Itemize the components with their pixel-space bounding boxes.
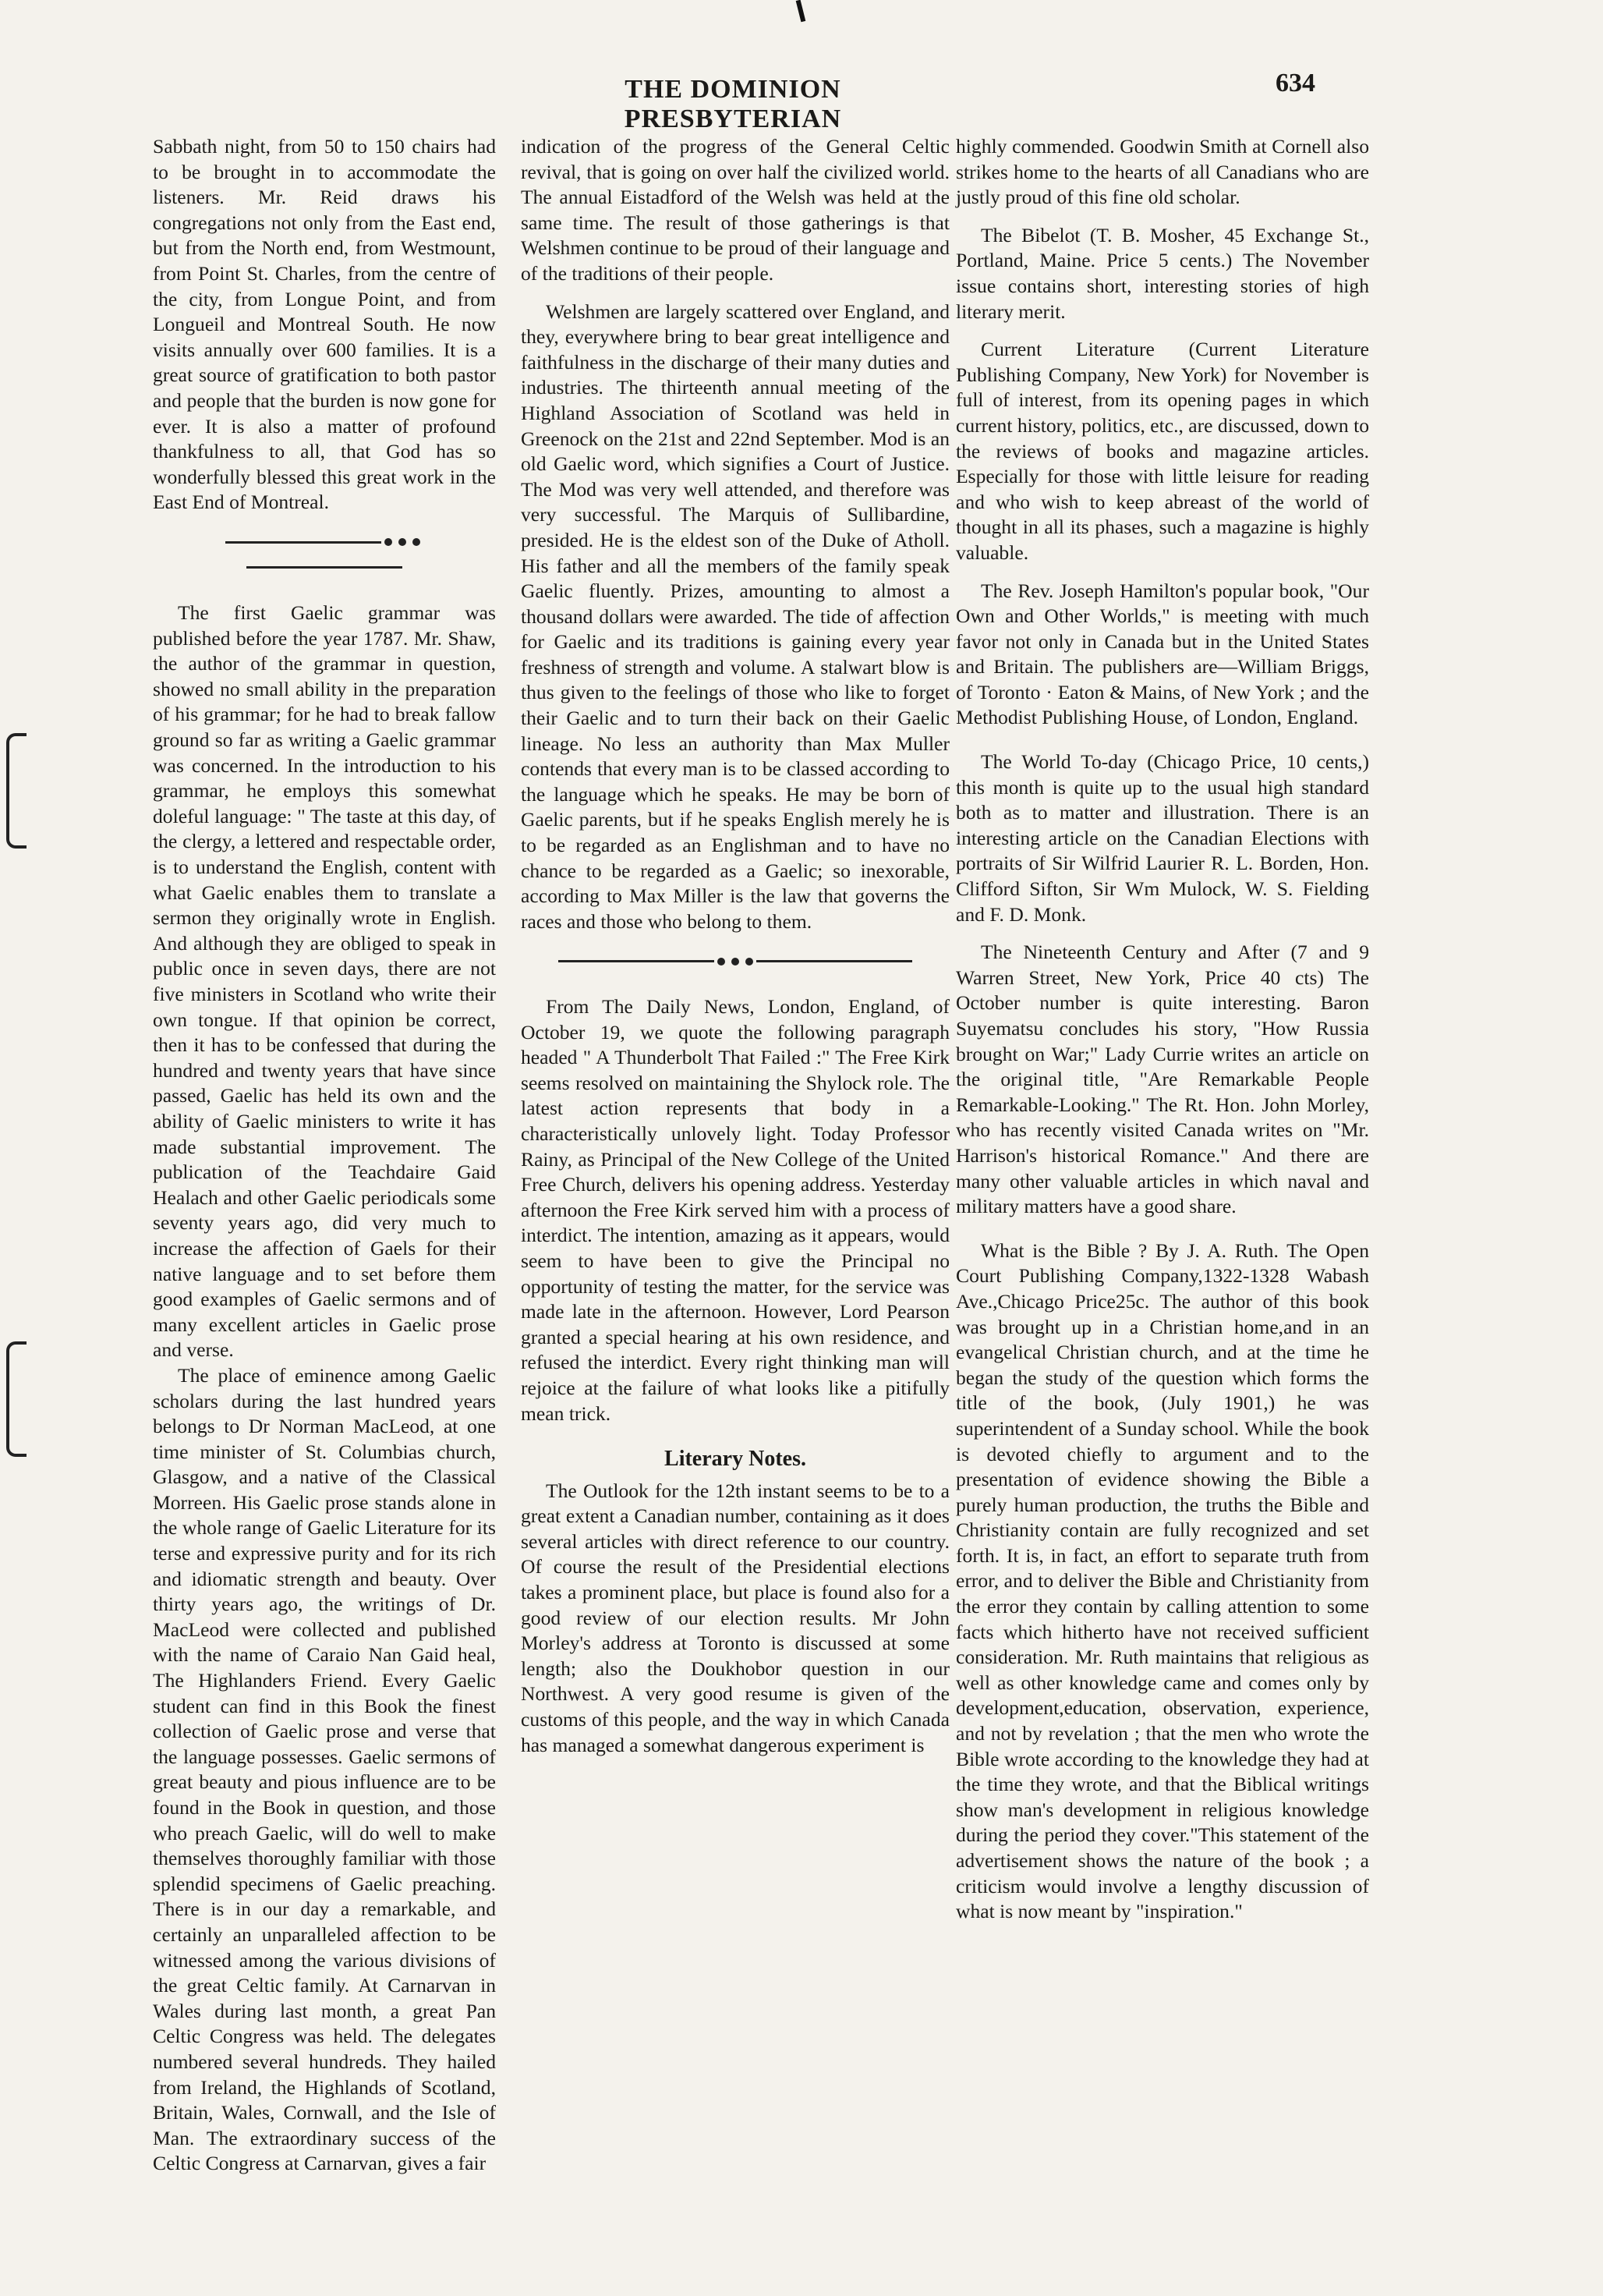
paragraph: The first Gaelic grammar was published before the year 1787. Mr. Shaw, the author of the grammar in question, showed no small ability in the preparation of his grammar; for he had to break fallow ground so far as writing a Gaelic grammar was concerned. In the introduction to his grammar, he employs this somewhat doleful language: " The taste at this day, of the clergy, a lettered and respectable order, is to understand the English, content with what Gaelic enables them to translate a sermon they originally wrote in English. And although they are obliged to speak in public once in seven days, there are not five ministers in Scotland who write their own tongue. If that opinion be correct, then it has to be confessed that during the hundred and twenty years that have since passed, Gaelic has held its own and the ability of Gaelic ministers to write it has made substantial improvement. The publication of the Teachdaire Gaid Healach and other Gaelic periodicals some seventy years ago, did very much to increase the affection of Gaels for their native language and to set before them good examples of Gaelic sermons and of many excellent articles in Gaelic prose and verse. bbox=[153, 601, 496, 1362]
paragraph: The Bibelot (T. B. Mosher, 45 Exchange St., Portland, Maine. Price 5 cents.) The November issue contains short, interesting stories of high literary merit. bbox=[956, 223, 1369, 323]
paragraph: What is the Bible ? By J. A. Ruth. The Open Court Publishing Company,1322-1328 Wabash Ave.,Chicago Price25c. The author of this book was brought up in a Christian home,and in an evangelical Christian church, and at the time he began the study of the question which forms the title of the book, (July 1901,) he was superintendent of a Sunday school. While the book is devoted chiefly to argument and to the presentation of evidence showing the Bible a purely human production, the truths the Bible and Christianity contain are fully recognized and set forth. It is, in fact, an effort to separate truth from error, and to deliver the Bible and Christianity from the error they contain by calling attention to some facts which hitherto have not received sufficient consideration. Mr. Ruth maintains that religious as well as other knowledge came and comes only by development,education, observation, experience, and not by revelation ; that the men who wrote the Bible wrote according to the knowledge they had at the time they wrote, and that the Biblical writings show man's development in religious knowledge during the period they cover."This statement of the advertisement shows the nature of the book ; a criticism would involve a lengthy discussion of what is now meant by "inspiration." bbox=[956, 1238, 1369, 1923]
margin-bracket bbox=[6, 733, 27, 849]
column-1 bbox=[153, 134, 496, 2177]
paragraph: Welshmen are largely scattered over England, and they, everywhere bring to bear great intelligence and faithfulness in the discharge of their many duties and industries. The thirteenth annual meeting of the Highland Association of Scotland was held in Greenock on the 21st and 22nd September. Mod is an old Gaelic word, which signifies a Court of Justice. The Mod was very well attended, and therefore was very successful. The Marquis of Sullibardine, presided. He is the eldest son of the Duke of Atholl. His father and all the members of the family speak Gaelic fluently. Prizes, amounting to almost a thousand dollars were awarded. The tide of affection for Gaelic and its traditions is gaining every year freshness of strength and volume. A stalwart blow is thus given to the feelings of those who like to forget their Gaelic and to turn their back on their Gaelic lineage. No less an authority than Max Muller contends that every man is to be classed according to the language which he speaks. He may be born of Gaelic parents, but if he speaks English merely he is to be regarded as an Englishman and to have no chance to be regarded as a Gaelic; so inexorable, according to Max Miller is the law that governs the races and those who belong to them. bbox=[521, 299, 950, 933]
page-header: THE DOMINION PRESBYTERIAN bbox=[624, 75, 842, 133]
paragraph: Current Literature (Current Literature Publishing Company, New York) for November is full of interest, from its opening pages in which current history, politics, etc., are discussed, down to the reviews of books and magazine articles. Especially for those with little leisure for reading and who wish to keep abreast of the world of thought in all its phases, such a magazine is highly valuable. bbox=[956, 338, 1369, 564]
paragraph: From The Daily News, London, England, of October 19, we quote the following paragraph headed " A Thunderbolt That Failed :" The Free Kirk seems resolved on maintaining the Shylock role. The latest action represents that body in a characteristically unlovely light. Today Professor Rainy, as Principal of the New College of the United Free Church, delivers his opening address. Yesterday afternoon the Free Kirk served him with a process of interdict. The intention, amazing as it appears, would seem to have been to give the Principal no opportunity of testing the matter, for the service was made late in the afternoon. However, Lord Pearson granted a special hearing at his own residence, and refused the interdict. Every right thinking man will rejoice at the failure of what looks like a pitifully mean trick. bbox=[521, 995, 950, 1425]
paragraph: The World To-day (Chicago Price, 10 cents,) this month is quite up to the usual high standard both as to matter and illustration. There is an interesting article on the Canadian Elections with portraits of Sir Wilfrid Laurier R. L. Borden, Hon. Clifford Sifton, Sir Wm Mulock, W. S. Fielding and F. D. Monk. bbox=[956, 750, 1369, 926]
paragraph: highly commended. Goodwin Smith at Cornell also strikes home to the hearts of all Canadians who are justly proud of this fine old scholar. bbox=[956, 135, 1369, 209]
paragraph: The Rev. Joseph Hamilton's popular book, "Our Own and Other Worlds," is meeting with much favor not only in Canada but in the United States and Britain. The publishers are—William Briggs, of Toronto · Eaton & Mains, of New York ; and the Methodist Publishing House, of London, England. bbox=[956, 579, 1369, 729]
scan-mark bbox=[796, 0, 806, 22]
paragraph: The place of eminence among Gaelic scholars during the last hundred years belongs to Dr Norman MacLeod, at one time minister of St. Columbias church, Glasgow, and a native of the Classical Morreen. His Gaelic prose stands alone in the whole range of Gaelic Literature for its terse and expressive purity and for its rich and idiomatic strength and beauty. Over thirty years ago, the writings of Dr. MacLeod were collected and published with the name of Caraio Nan Gaid heal, The Highlanders Friend. Every Gaelic student can find in this Book the finest collection of Gaelic prose and verse that the language possesses. Gaelic sermons of great beauty and pious influence are to be found in the Book in question, and those who preach Gaelic, will do well to make themselves thoroughly familiar with those splendid specimens of Gaelic preaching. There is in our day a remarkable, and certainly an unparalleled affection to be witnessed among the various divisions of the great Celtic family. At Carnarvan in Wales during last month, a great Pan Celtic Congress was held. The delegates numbered several hundreds. They hailed from Ireland, the Highlands of Scotland, Britain, Wales, Cornwall, and the Isle of Man. The extraordinary success of the Celtic Congress at Carnarvan, gives a fair bbox=[153, 1363, 496, 2175]
paragraph: Sabbath night, from 50 to 150 chairs had to be brought in to accommodate the listeners. Mr. Reid draws his congregations not only from the East end, but from the North end, from Westmount, from Point St. Charles, from the centre of the city, from Longue Point, and from Longueil and Montreal South. He now visits annually over 600 families. It is a great source of gratification to both pastor and people that the burden is now gone for ever. It is also a matter of profound thankfulness to all, that God has so wonderfully blessed this great work in the East End of Montreal. bbox=[153, 135, 496, 514]
paragraph: indication of the progress of the General Celtic revival, that is going on over half the civilized world. The annual Eistadford of the Welsh was held at the same time. The result of those gatherings is that Welshmen continue to be proud of their language and of the traditions of their people. bbox=[521, 135, 950, 285]
section-separator bbox=[521, 947, 950, 973]
section-heading: Literary Notes. bbox=[664, 1447, 806, 1472]
column-3 bbox=[956, 134, 1369, 1925]
page-number: 634 bbox=[1276, 69, 1315, 97]
paragraph: The Outlook for the 12th instant seems to be to a great extent a Canadian number, containing as it does several articles with direct reference to our country. Of course the result of the Presidential elections takes a prominent place, but place is found also for a good review of our election results. Mr John Morley's address at Toronto is discussed at some length; also the Doukhobor question in our Northwest. A very good resume is given of the customs of this people, and the way in which Canada has managed a somewhat dangerous experiment is bbox=[521, 1479, 950, 1756]
column-2 bbox=[521, 134, 950, 1758]
margin-bracket bbox=[6, 1341, 27, 1457]
section-separator bbox=[153, 528, 496, 579]
paragraph: The Nineteenth Century and After (7 and 9 Warren Street, New York, Price 40 cts) The October number is quite interesting. Baron Suyematsu concludes his story, "How Russia brought on War;" Lady Currie writes an article on the original title, "Are Remarkable People Remarkable-Looking." The Rt. Hon. John Morley, who has recently visited Canada writes on "Mr. Harrison's historical Romance." And there are many other valuable articles in which naval and military matters have a good share. bbox=[956, 941, 1369, 1218]
